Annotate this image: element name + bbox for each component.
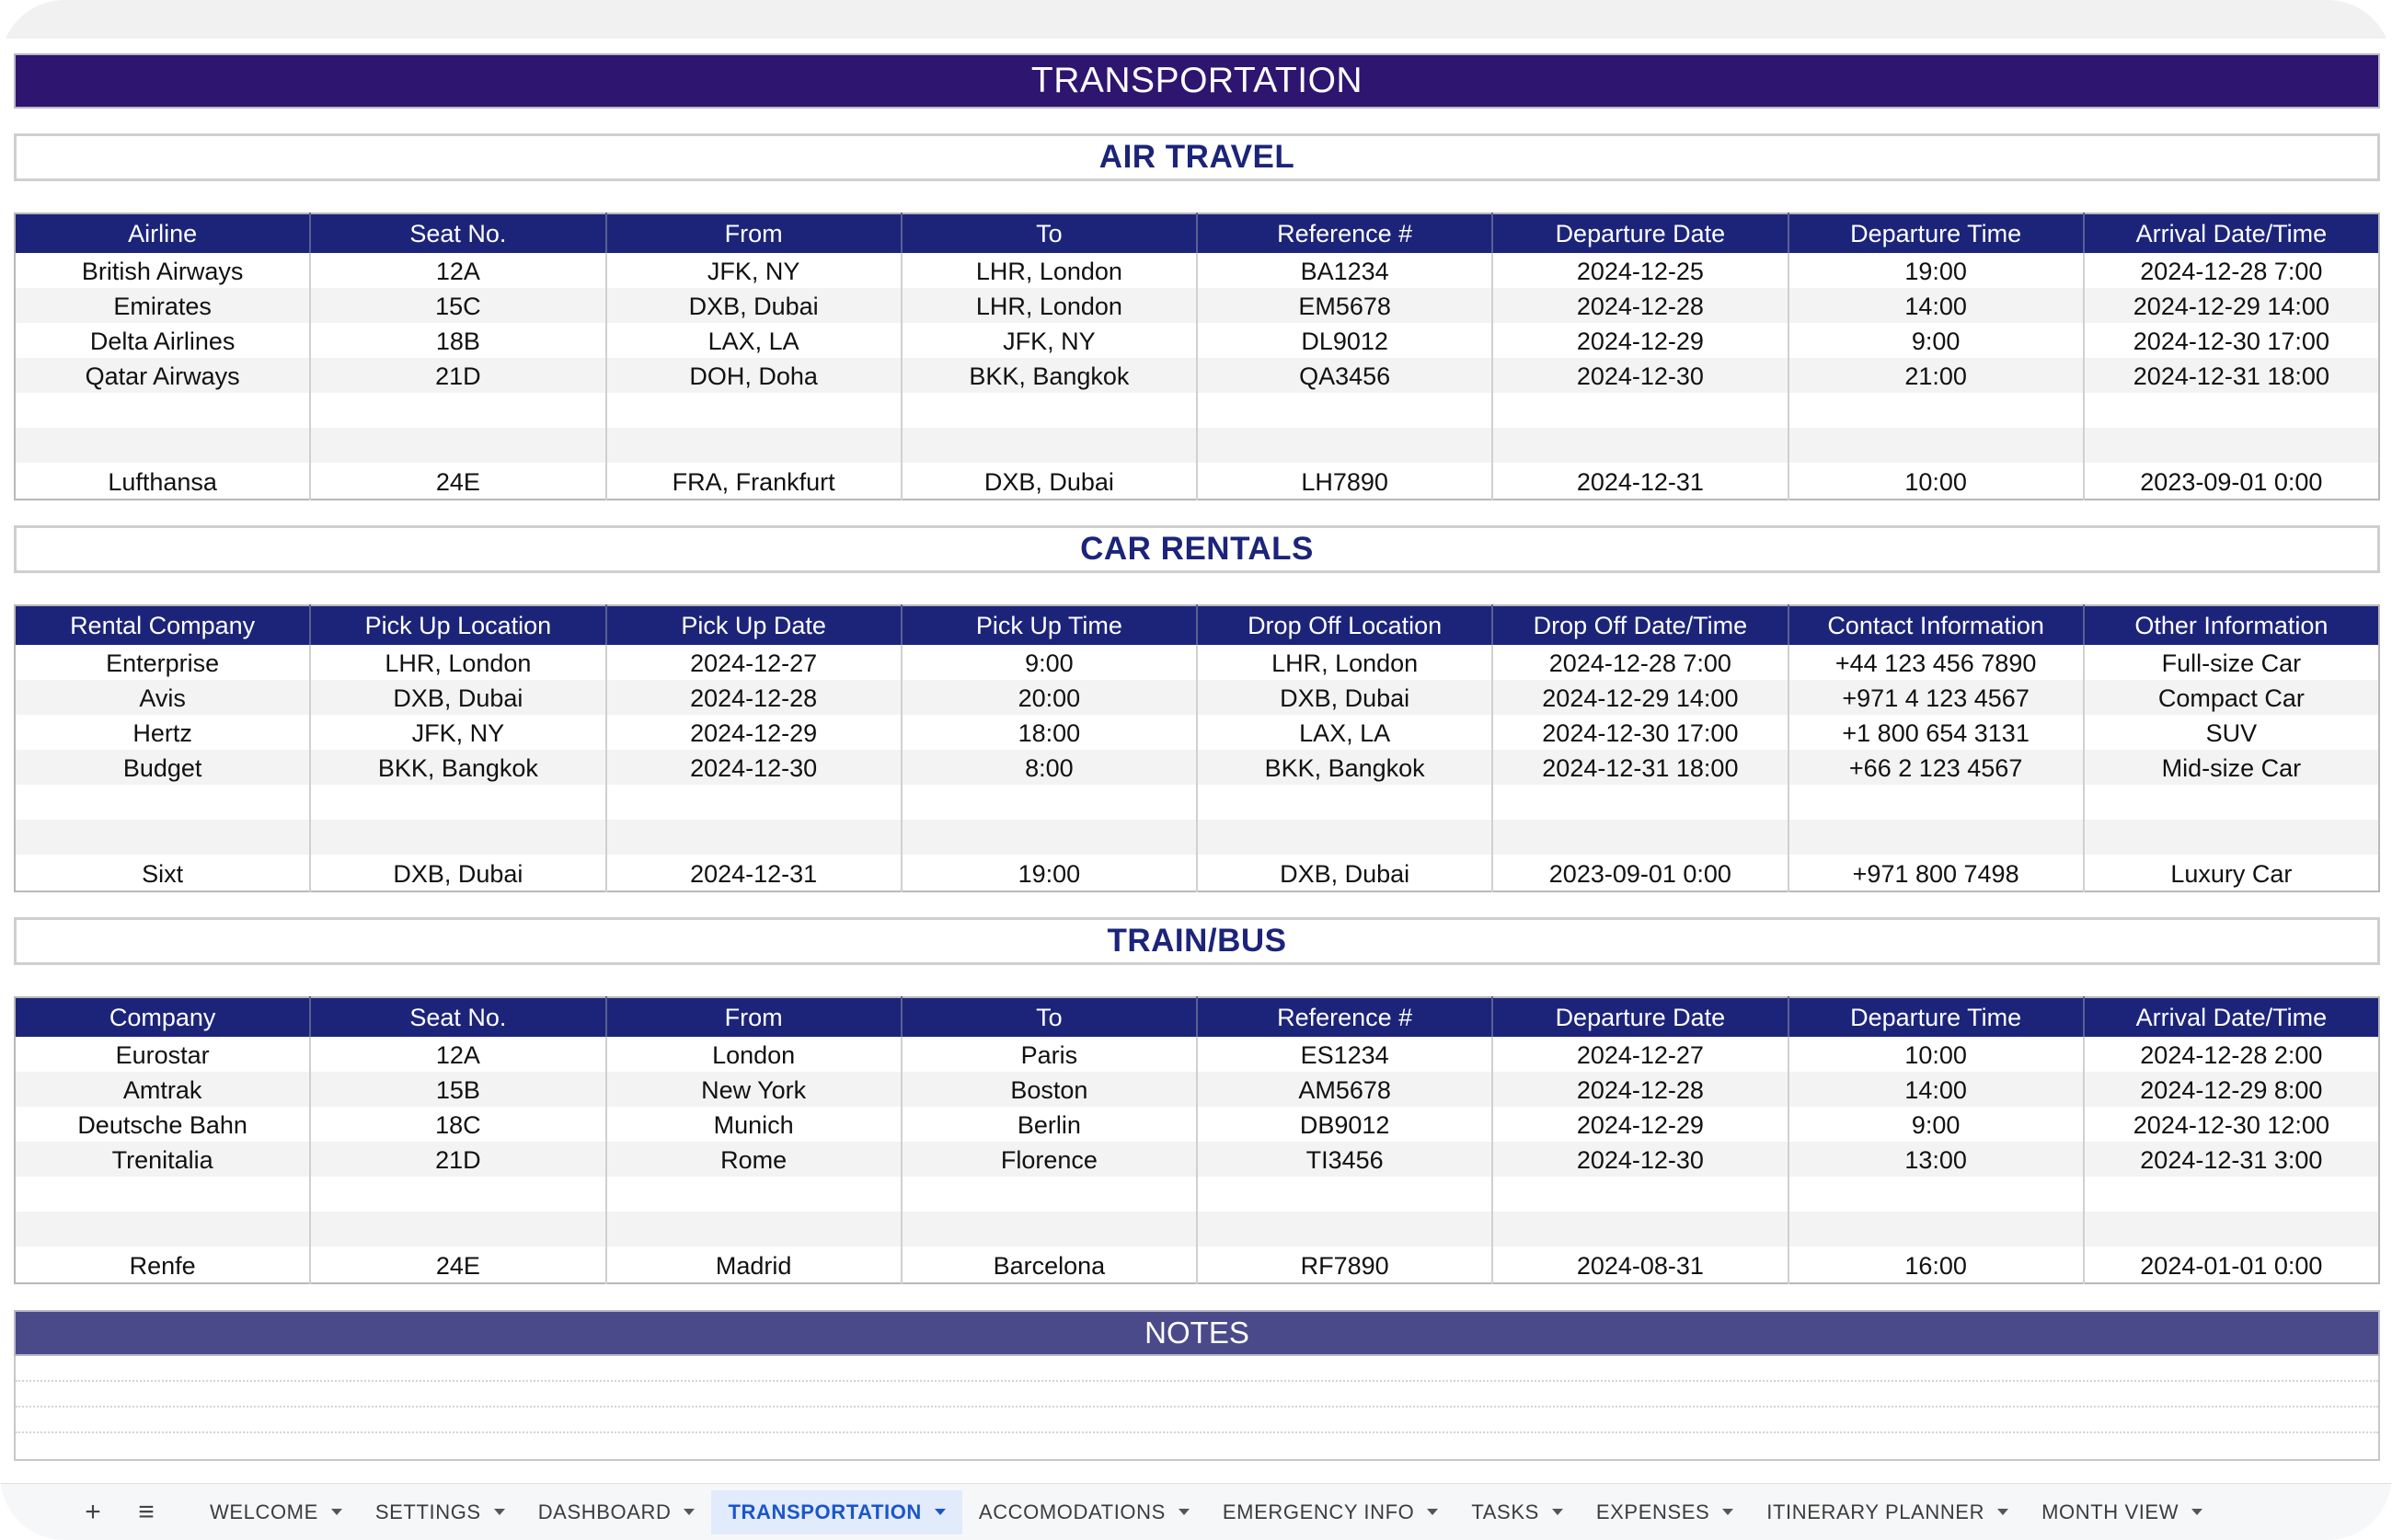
sheet-tab-tasks[interactable] — [1455, 1490, 1580, 1534]
table-cell[interactable] — [15, 1177, 310, 1212]
table-cell[interactable]: BA1234 — [1197, 253, 1492, 288]
table-row — [15, 1037, 2379, 1072]
sheet-tab-dashboard[interactable] — [522, 1490, 712, 1534]
table-cell[interactable]: Compact Car — [2084, 680, 2379, 715]
table-cell[interactable]: 2024-12-27 — [1492, 1037, 1788, 1072]
table-cell[interactable] — [1492, 428, 1788, 463]
table-cell[interactable]: 2024-12-29 — [1492, 323, 1788, 358]
table-cell[interactable] — [1492, 393, 1788, 428]
sheet-tabs — [193, 1490, 2219, 1534]
transportation-sheet — [14, 53, 2380, 1461]
table-cell[interactable] — [1788, 820, 2084, 855]
table-cell[interactable] — [1492, 820, 1788, 855]
sheet-tab-expenses[interactable] — [1580, 1490, 1750, 1534]
sheet-tab-welcome[interactable] — [193, 1490, 359, 1534]
caret-down-icon[interactable] — [2191, 1509, 2202, 1515]
table-cell[interactable]: British Airways — [15, 253, 310, 288]
column-header: Airline — [15, 213, 310, 253]
table-cell[interactable]: +44 123 456 7890 — [1788, 645, 2084, 680]
table-row — [15, 750, 2379, 785]
table-cell[interactable]: LAX, LA — [1197, 715, 1492, 750]
table-cell[interactable]: 18C — [310, 1107, 605, 1142]
table-row — [15, 680, 2379, 715]
table-cell[interactable] — [1197, 1177, 1492, 1212]
table-cell[interactable]: DXB, Dubai — [606, 288, 902, 323]
table-cell[interactable]: 10:00 — [1788, 1037, 2084, 1072]
table-cell[interactable]: 12A — [310, 253, 605, 288]
column-header: Drop Off Location — [1197, 605, 1492, 645]
table-cell[interactable]: Paris — [902, 1037, 1197, 1072]
table-row — [15, 1107, 2379, 1142]
table-row — [15, 1212, 2379, 1247]
sheet-tab-label: EXPENSES — [1595, 1500, 1710, 1523]
table-cell[interactable]: LHR, London — [902, 253, 1197, 288]
table-cell[interactable] — [15, 820, 310, 855]
table-cell[interactable]: 2024-12-29 14:00 — [1492, 680, 1788, 715]
caret-down-icon[interactable] — [1722, 1509, 1733, 1515]
sheet-tab-month-view[interactable] — [2025, 1490, 2219, 1534]
table-cell[interactable]: 14:00 — [1788, 288, 2084, 323]
table-cell[interactable] — [2084, 1177, 2379, 1212]
table-cell[interactable]: Luxury Car — [2170, 860, 2293, 888]
table-row — [15, 463, 2379, 500]
table-cell[interactable]: 2024-12-28 — [606, 680, 902, 715]
table-cell[interactable] — [1197, 1212, 1492, 1247]
sheet-tab-label: TRANSPORTATION — [728, 1500, 922, 1523]
caret-down-icon[interactable] — [1427, 1509, 1438, 1515]
table-cell[interactable]: Sixt — [15, 855, 310, 891]
table-cell[interactable]: 9:00 — [902, 645, 1197, 680]
table-cell[interactable]: 15C — [310, 288, 605, 323]
table-cell[interactable] — [2084, 1212, 2379, 1247]
column-header: Drop Off Date/Time — [1492, 605, 1788, 645]
table-cell[interactable]: JFK, NY — [902, 323, 1197, 358]
sheet-tab-label: ITINERARY PLANNER — [1766, 1500, 1985, 1523]
table-cell[interactable]: BKK, Bangkok — [1197, 750, 1492, 785]
table-cell[interactable]: 2024-12-31 3:00 — [2084, 1142, 2379, 1177]
all-sheets-menu-icon[interactable]: ≡ — [138, 1496, 155, 1527]
table-cell[interactable]: DL9012 — [1197, 323, 1492, 358]
table-row — [15, 393, 2379, 428]
table-cell[interactable]: +971 4 123 4567 — [1788, 680, 2084, 715]
table-cell[interactable] — [2084, 785, 2379, 820]
table-row — [15, 253, 2379, 288]
table-cell[interactable]: 2024-12-31 18:00 — [2084, 358, 2379, 393]
table-cell[interactable]: Madrid — [606, 1247, 902, 1283]
table-cell[interactable]: DXB, Dubai — [902, 463, 1197, 500]
table-cell[interactable] — [606, 1177, 902, 1212]
table-row — [15, 715, 2379, 750]
caret-down-icon[interactable] — [1179, 1509, 1190, 1515]
table-cell[interactable]: Trenitalia — [15, 1142, 310, 1177]
table-cell[interactable] — [1788, 785, 2084, 820]
table-cell[interactable]: 24E — [310, 1247, 605, 1283]
table-cell[interactable] — [1788, 1177, 2084, 1212]
column-header: To — [902, 213, 1197, 253]
table-cell[interactable]: 19:00 — [1788, 253, 2084, 288]
table-cell[interactable]: DXB, Dubai — [1197, 855, 1492, 891]
table-cell[interactable]: +66 2 123 4567 — [1788, 750, 2084, 785]
table-cell[interactable] — [15, 393, 310, 428]
table-row — [15, 645, 2379, 680]
table-cell[interactable]: LAX, LA — [606, 323, 902, 358]
sheet-tab-accomodations[interactable] — [962, 1490, 1206, 1534]
table-cell[interactable]: DB9012 — [1197, 1107, 1492, 1142]
table-cell[interactable] — [606, 820, 902, 855]
table-cell[interactable]: 2024-12-28 7:00 — [1492, 645, 1788, 680]
table-cell[interactable] — [1197, 393, 1492, 428]
column-header: Seat No. — [310, 997, 605, 1037]
table-cell[interactable]: 2024-12-29 8:00 — [2084, 1072, 2379, 1107]
column-header: Arrival Date/Time — [2084, 213, 2379, 253]
notes-area[interactable] — [14, 1356, 2380, 1461]
table-row — [15, 288, 2379, 323]
table-cell[interactable]: 21D — [310, 1142, 605, 1177]
table-cell[interactable]: 2024-12-31 — [1492, 463, 1788, 500]
table-cell[interactable]: Boston — [902, 1072, 1197, 1107]
column-header: Rental Company — [15, 605, 310, 645]
table-cell[interactable] — [1492, 785, 1788, 820]
table-cell[interactable]: 18:00 — [902, 715, 1197, 750]
table-cell[interactable] — [606, 1212, 902, 1247]
table-cell[interactable]: 2024-12-31 18:00 — [1492, 750, 1788, 785]
table-cell[interactable] — [902, 820, 1197, 855]
table-cell[interactable]: BKK, Bangkok — [310, 750, 605, 785]
table-cell[interactable]: AM5678 — [1197, 1072, 1492, 1107]
table-cell[interactable]: LHR, London — [310, 645, 605, 680]
table-cell[interactable]: Barcelona — [902, 1247, 1197, 1283]
table-cell[interactable]: New York — [606, 1072, 902, 1107]
table-cell[interactable] — [1197, 428, 1492, 463]
table-cell[interactable] — [902, 393, 1197, 428]
column-header: From — [606, 997, 902, 1037]
table-cell[interactable]: DXB, Dubai — [1197, 680, 1492, 715]
table-cell[interactable]: Deutsche Bahn — [15, 1107, 310, 1142]
table-cell[interactable]: BKK, Bangkok — [902, 358, 1197, 393]
table-cell[interactable]: Florence — [902, 1142, 1197, 1177]
table-cell[interactable]: 2024-12-28 7:00 — [2140, 258, 2323, 285]
table-cell[interactable]: 13:00 — [1788, 1142, 2084, 1177]
sheet-tab-label: DASHBOARD — [537, 1500, 672, 1523]
table-cell[interactable]: 21D — [310, 358, 605, 393]
table-cell[interactable]: +971 800 7498 — [1788, 855, 2084, 891]
sheet-tab-label: MONTH VIEW — [2041, 1500, 2179, 1523]
table-cell[interactable]: Hertz — [15, 715, 310, 750]
column-header: Departure Date — [1492, 997, 1788, 1037]
table-cell[interactable]: DXB, Dubai — [310, 855, 605, 891]
table-cell[interactable]: 14:00 — [1788, 1072, 2084, 1107]
sheet-tab-label: EMERGENCY INFO — [1222, 1500, 1415, 1523]
table-cell[interactable]: London — [606, 1037, 902, 1072]
table-cell[interactable]: 2024-12-27 — [606, 645, 902, 680]
table-cell[interactable] — [902, 428, 1197, 463]
air-travel-heading: AIR TRAVEL — [14, 133, 2380, 181]
notes-line[interactable] — [16, 1356, 2378, 1382]
table-cell[interactable]: 10:00 — [1788, 463, 2084, 500]
table-cell[interactable]: Amtrak — [15, 1072, 310, 1107]
table-cell[interactable]: 2024-12-29 — [606, 715, 902, 750]
table-cell[interactable]: 2024-12-29 14:00 — [2084, 288, 2379, 323]
column-header: Pick Up Date — [606, 605, 902, 645]
table-cell[interactable]: 2024-12-28 — [1492, 288, 1788, 323]
add-sheet-icon[interactable]: + — [85, 1496, 101, 1527]
column-header: Other Information — [2084, 605, 2379, 645]
table-row — [15, 323, 2379, 358]
table-cell[interactable]: 12A — [310, 1037, 605, 1072]
table-cell[interactable]: 20:00 — [902, 680, 1197, 715]
table-row — [15, 820, 2379, 855]
table-cell[interactable] — [2084, 393, 2379, 428]
table-cell[interactable]: 9:00 — [1788, 1107, 2084, 1142]
page-title: TRANSPORTATION — [14, 53, 2380, 109]
caret-down-icon[interactable] — [935, 1509, 946, 1515]
table-cell[interactable]: JFK, NY — [310, 715, 605, 750]
table-cell[interactable]: Qatar Airways — [15, 358, 310, 393]
train-bus-heading: TRAIN/BUS — [14, 917, 2380, 965]
table-cell[interactable] — [1788, 393, 2084, 428]
table-cell[interactable]: 18B — [310, 323, 605, 358]
table-row — [15, 428, 2379, 463]
column-header: Pick Up Location — [310, 605, 605, 645]
table-row — [15, 1177, 2379, 1212]
table-cell[interactable]: Enterprise — [15, 645, 310, 680]
column-header: Departure Time — [1788, 997, 2084, 1037]
table-cell[interactable]: Eurostar — [15, 1037, 310, 1072]
table-row — [15, 855, 2379, 891]
table-cell[interactable]: 2024-01-01 0:00 — [2140, 1252, 2323, 1280]
table-cell[interactable]: Emirates — [15, 288, 310, 323]
table-cell[interactable] — [310, 820, 605, 855]
table-row — [15, 1142, 2379, 1177]
table-cell[interactable]: SUV — [2205, 719, 2258, 747]
table-cell[interactable]: FRA, Frankfurt — [606, 463, 902, 500]
table-cell[interactable]: Avis — [15, 680, 310, 715]
table-cell[interactable]: Berlin — [902, 1107, 1197, 1142]
column-header: Company — [15, 997, 310, 1037]
table-cell[interactable]: 2024-08-31 — [1492, 1247, 1788, 1283]
header-row — [15, 213, 2379, 253]
caret-down-icon[interactable] — [1552, 1509, 1563, 1515]
table-cell[interactable]: LHR, London — [1197, 645, 1492, 680]
table-cell[interactable] — [1492, 1177, 1788, 1212]
sheet-tab-label: SETTINGS — [374, 1500, 481, 1523]
column-header: Departure Date — [1492, 213, 1788, 253]
sheet-tab-emergency-info[interactable] — [1206, 1490, 1455, 1534]
table-cell[interactable]: 2024-12-25 — [1492, 253, 1788, 288]
table-row — [15, 1072, 2379, 1107]
table-cell[interactable] — [15, 1212, 310, 1247]
table-cell[interactable] — [310, 785, 605, 820]
caret-down-icon[interactable] — [684, 1509, 695, 1515]
table-cell[interactable] — [606, 428, 902, 463]
table-cell[interactable]: +1 800 654 3131 — [1788, 715, 2084, 750]
table-cell[interactable]: Mid-size Car — [2084, 750, 2379, 785]
table-cell[interactable]: Lufthansa — [15, 463, 310, 500]
table-cell[interactable] — [1197, 820, 1492, 855]
column-header: Pick Up Time — [902, 605, 1197, 645]
column-header: Contact Information — [1788, 605, 2084, 645]
header-row — [15, 605, 2379, 645]
table-cell[interactable]: Renfe — [15, 1247, 310, 1283]
caret-down-icon[interactable] — [1997, 1509, 2008, 1515]
notes-heading: NOTES — [14, 1310, 2380, 1356]
table-cell[interactable]: 15B — [310, 1072, 605, 1107]
table-cell[interactable]: 2024-12-30 17:00 — [1492, 715, 1788, 750]
table-cell[interactable]: DXB, Dubai — [310, 680, 605, 715]
table-cell[interactable] — [1788, 428, 2084, 463]
table-cell[interactable]: TI3456 — [1197, 1142, 1492, 1177]
header-row — [15, 997, 2379, 1037]
table-cell[interactable] — [2084, 428, 2379, 463]
table-cell[interactable] — [902, 785, 1197, 820]
table-cell[interactable]: 2024-12-30 — [1492, 1142, 1788, 1177]
table-cell[interactable]: ES1234 — [1197, 1037, 1492, 1072]
table-cell[interactable] — [1197, 785, 1492, 820]
table-cell[interactable]: 2024-12-30 12:00 — [2133, 1111, 2329, 1139]
column-header: Reference # — [1197, 997, 1492, 1037]
table-cell[interactable]: LH7890 — [1197, 463, 1492, 500]
table-cell[interactable] — [606, 393, 902, 428]
table-cell[interactable] — [1788, 1212, 2084, 1247]
table-row — [15, 1247, 2379, 1283]
table-cell[interactable]: 2024-12-28 2:00 — [2140, 1041, 2323, 1069]
column-header: From — [606, 213, 902, 253]
table-cell[interactable]: 2023-09-01 0:00 — [1492, 855, 1788, 891]
table-cell[interactable] — [902, 1212, 1197, 1247]
table-cell[interactable]: 16:00 — [1788, 1247, 2084, 1283]
table-cell[interactable]: DOH, Doha — [606, 358, 902, 393]
table-cell[interactable]: 2024-12-30 — [606, 750, 902, 785]
caret-down-icon[interactable] — [331, 1509, 342, 1515]
train-bus-table — [14, 996, 2380, 1284]
sheet-tab-label: WELCOME — [210, 1500, 318, 1523]
caret-down-icon[interactable] — [494, 1509, 505, 1515]
table-cell[interactable] — [1492, 1212, 1788, 1247]
column-header: Departure Time — [1788, 213, 2084, 253]
table-cell[interactable]: 21:00 — [1788, 358, 2084, 393]
toolbar-strip — [0, 0, 2392, 39]
sheet-tab-settings[interactable] — [359, 1490, 522, 1534]
notes-line[interactable] — [16, 1408, 2378, 1433]
table-cell[interactable]: 19:00 — [902, 855, 1197, 891]
table-row — [15, 785, 2379, 820]
air-travel-table — [14, 213, 2380, 500]
table-cell[interactable]: Rome — [606, 1142, 902, 1177]
table-cell[interactable] — [15, 785, 310, 820]
table-cell[interactable]: 8:00 — [902, 750, 1197, 785]
sheet-tab-transportation[interactable] — [711, 1490, 961, 1534]
car-rentals-heading: CAR RENTALS — [14, 525, 2380, 573]
table-cell[interactable]: Munich — [606, 1107, 902, 1142]
table-cell[interactable] — [310, 428, 605, 463]
table-cell[interactable]: Full-size Car — [2161, 649, 2302, 677]
column-header: Seat No. — [310, 213, 605, 253]
table-cell[interactable] — [310, 1177, 605, 1212]
table-cell[interactable]: 2024-12-28 — [1492, 1072, 1788, 1107]
table-cell[interactable]: 2024-12-31 — [606, 855, 902, 891]
table-cell[interactable]: QA3456 — [1197, 358, 1492, 393]
column-header: To — [902, 997, 1197, 1037]
table-cell[interactable]: 9:00 — [1788, 323, 2084, 358]
column-header: Reference # — [1197, 213, 1492, 253]
table-cell[interactable] — [902, 1177, 1197, 1212]
notes-line[interactable] — [16, 1382, 2378, 1408]
car-rentals-table — [14, 604, 2380, 892]
table-cell[interactable]: Delta Airlines — [15, 323, 310, 358]
table-cell[interactable] — [310, 1212, 605, 1247]
table-cell[interactable]: RF7890 — [1197, 1247, 1492, 1283]
table-row — [15, 358, 2379, 393]
table-cell[interactable]: 2023-09-01 0:00 — [2140, 468, 2323, 496]
table-cell[interactable]: Budget — [15, 750, 310, 785]
table-cell[interactable] — [2084, 820, 2379, 855]
sheet-tab-bar — [0, 1483, 2392, 1540]
table-cell[interactable] — [310, 393, 605, 428]
sheet-tab-label: TASKS — [1471, 1500, 1539, 1523]
table-cell[interactable]: 2024-12-30 17:00 — [2133, 328, 2329, 355]
sheet-tab-itinerary-planner[interactable] — [1750, 1490, 2025, 1534]
column-header: Arrival Date/Time — [2084, 997, 2379, 1037]
table-cell[interactable]: LHR, London — [902, 288, 1197, 323]
table-cell[interactable]: 24E — [310, 463, 605, 500]
table-cell[interactable]: JFK, NY — [606, 253, 902, 288]
table-cell[interactable] — [606, 785, 902, 820]
table-cell[interactable]: 2024-12-30 — [1492, 358, 1788, 393]
table-cell[interactable]: EM5678 — [1197, 288, 1492, 323]
table-cell[interactable]: 2024-12-29 — [1492, 1107, 1788, 1142]
table-cell[interactable] — [15, 428, 310, 463]
sheet-tab-label: ACCOMODATIONS — [978, 1500, 1166, 1523]
